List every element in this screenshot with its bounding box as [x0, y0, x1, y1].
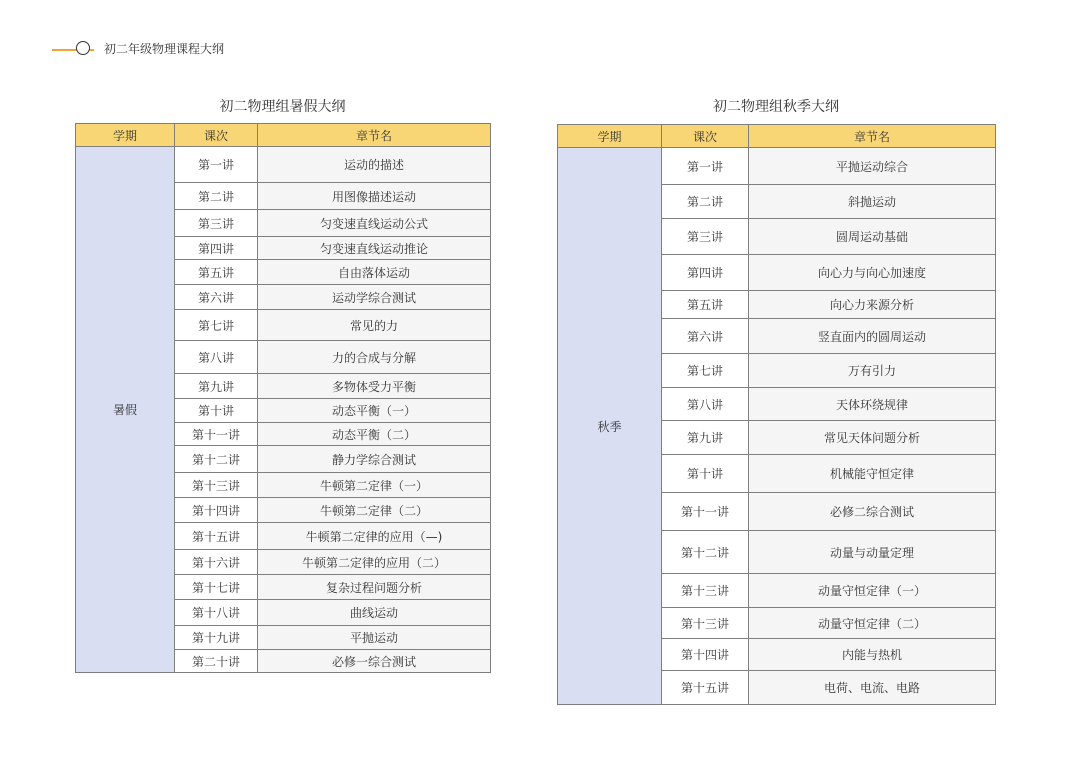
- page-header: [52, 38, 312, 58]
- lecture-cell: 第八讲: [175, 341, 258, 374]
- autumn-table-body: [558, 148, 996, 705]
- chapter-cell: 匀变速直线运动推论: [258, 237, 491, 260]
- lecture-cell: 第十四讲: [662, 639, 749, 671]
- chapter-cell: 牛顿第二定律的应用（—): [258, 523, 491, 550]
- lecture-cell: 第三讲: [175, 210, 258, 237]
- lecture-cell: 第一讲: [175, 147, 258, 183]
- chapter-cell: 电荷、电流、电路: [749, 671, 996, 705]
- autumn-syllabus-table: [557, 124, 996, 705]
- chapter-cell: 动量守恒定律（二）: [749, 608, 996, 639]
- chapter-cell: 圆周运动基础: [749, 219, 996, 255]
- lecture-cell: 第十七讲: [175, 575, 258, 600]
- summer-table-title: 初二物理组暑假大纲: [219, 99, 346, 115]
- chapter-cell: 自由落体运动: [258, 260, 491, 285]
- summer-table-body: [76, 147, 491, 673]
- chapter-cell: 运动学综合测试: [258, 285, 491, 310]
- lecture-cell: 第十六讲: [175, 550, 258, 575]
- header-circle-icon: [76, 41, 90, 55]
- lecture-cell: 第十一讲: [175, 423, 258, 446]
- lecture-cell: 第十三讲: [662, 608, 749, 639]
- chapter-cell: 天体环绕规律: [749, 388, 996, 421]
- lecture-cell: 第三讲: [662, 219, 749, 255]
- lecture-cell: 第十八讲: [175, 600, 258, 626]
- chapter-cell: 动量守恒定律（一）: [749, 574, 996, 608]
- chapter-cell: 曲线运动: [258, 600, 491, 626]
- column-header-chapter: 章节名: [258, 124, 491, 147]
- autumn-table-title: 初二物理组秋季大纲: [713, 99, 839, 115]
- chapter-cell: 动态平衡（二）: [258, 423, 491, 446]
- lecture-cell: 第四讲: [175, 237, 258, 260]
- chapter-cell: 必修一综合测试: [258, 650, 491, 673]
- lecture-cell: 第十一讲: [662, 493, 749, 531]
- lecture-cell: 第九讲: [175, 374, 258, 399]
- chapter-cell: 牛顿第二定律的应用（二）: [258, 550, 491, 575]
- term-cell: 秋季: [558, 148, 662, 705]
- chapter-cell: 内能与热机: [749, 639, 996, 671]
- chapter-cell: 常见的力: [258, 310, 491, 341]
- lecture-cell: 第二讲: [175, 183, 258, 210]
- chapter-cell: 斜抛运动: [749, 185, 996, 219]
- chapter-cell: 静力学综合测试: [258, 446, 491, 473]
- lecture-cell: 第十讲: [662, 455, 749, 493]
- lecture-cell: 第十五讲: [662, 671, 749, 705]
- lecture-cell: 第十四讲: [175, 498, 258, 523]
- lecture-cell: 第十九讲: [175, 626, 258, 650]
- table-header-row: [76, 124, 491, 147]
- chapter-cell: 牛顿第二定律（一）: [258, 473, 491, 498]
- table-row: [558, 148, 996, 185]
- column-header-term: 学期: [558, 125, 662, 148]
- term-cell: 暑假: [76, 147, 175, 673]
- lecture-cell: 第五讲: [175, 260, 258, 285]
- column-header-lecture: 课次: [662, 125, 749, 148]
- lecture-cell: 第七讲: [175, 310, 258, 341]
- chapter-cell: 万有引力: [749, 354, 996, 388]
- lecture-cell: 第十三讲: [662, 574, 749, 608]
- lecture-cell: 第十二讲: [175, 446, 258, 473]
- summer-syllabus-table: [75, 123, 491, 673]
- chapter-cell: 动态平衡（一）: [258, 399, 491, 423]
- lecture-cell: 第九讲: [662, 421, 749, 455]
- chapter-cell: 必修二综合测试: [749, 493, 996, 531]
- chapter-cell: 力的合成与分解: [258, 341, 491, 374]
- chapter-cell: 平抛运动综合: [749, 148, 996, 185]
- page-title: 初二年级物理课程大纲: [104, 42, 225, 56]
- chapter-cell: 竖直面内的圆周运动: [749, 319, 996, 354]
- chapter-cell: 平抛运动: [258, 626, 491, 650]
- lecture-cell: 第二讲: [662, 185, 749, 219]
- lecture-cell: 第七讲: [662, 354, 749, 388]
- column-header-lecture: 课次: [175, 124, 258, 147]
- lecture-cell: 第四讲: [662, 255, 749, 291]
- table-header-row: [558, 125, 996, 148]
- chapter-cell: 多物体受力平衡: [258, 374, 491, 399]
- lecture-cell: 第十五讲: [175, 523, 258, 550]
- lecture-cell: 第六讲: [175, 285, 258, 310]
- lecture-cell: 第十讲: [175, 399, 258, 423]
- column-header-chapter: 章节名: [749, 125, 996, 148]
- lecture-cell: 第二十讲: [175, 650, 258, 673]
- lecture-cell: 第六讲: [662, 319, 749, 354]
- chapter-cell: 运动的描述: [258, 147, 491, 183]
- chapter-cell: 复杂过程问题分析: [258, 575, 491, 600]
- lecture-cell: 第五讲: [662, 291, 749, 319]
- column-header-term: 学期: [76, 124, 175, 147]
- chapter-cell: 向心力与向心加速度: [749, 255, 996, 291]
- chapter-cell: 机械能守恒定律: [749, 455, 996, 493]
- chapter-cell: 牛顿第二定律（二）: [258, 498, 491, 523]
- chapter-cell: 用图像描述运动: [258, 183, 491, 210]
- lecture-cell: 第八讲: [662, 388, 749, 421]
- chapter-cell: 匀变速直线运动公式: [258, 210, 491, 237]
- lecture-cell: 第一讲: [662, 148, 749, 185]
- table-row: [76, 147, 491, 183]
- chapter-cell: 向心力来源分析: [749, 291, 996, 319]
- lecture-cell: 第十二讲: [662, 531, 749, 574]
- chapter-cell: 常见天体问题分析: [749, 421, 996, 455]
- chapter-cell: 动量与动量定理: [749, 531, 996, 574]
- lecture-cell: 第十三讲: [175, 473, 258, 498]
